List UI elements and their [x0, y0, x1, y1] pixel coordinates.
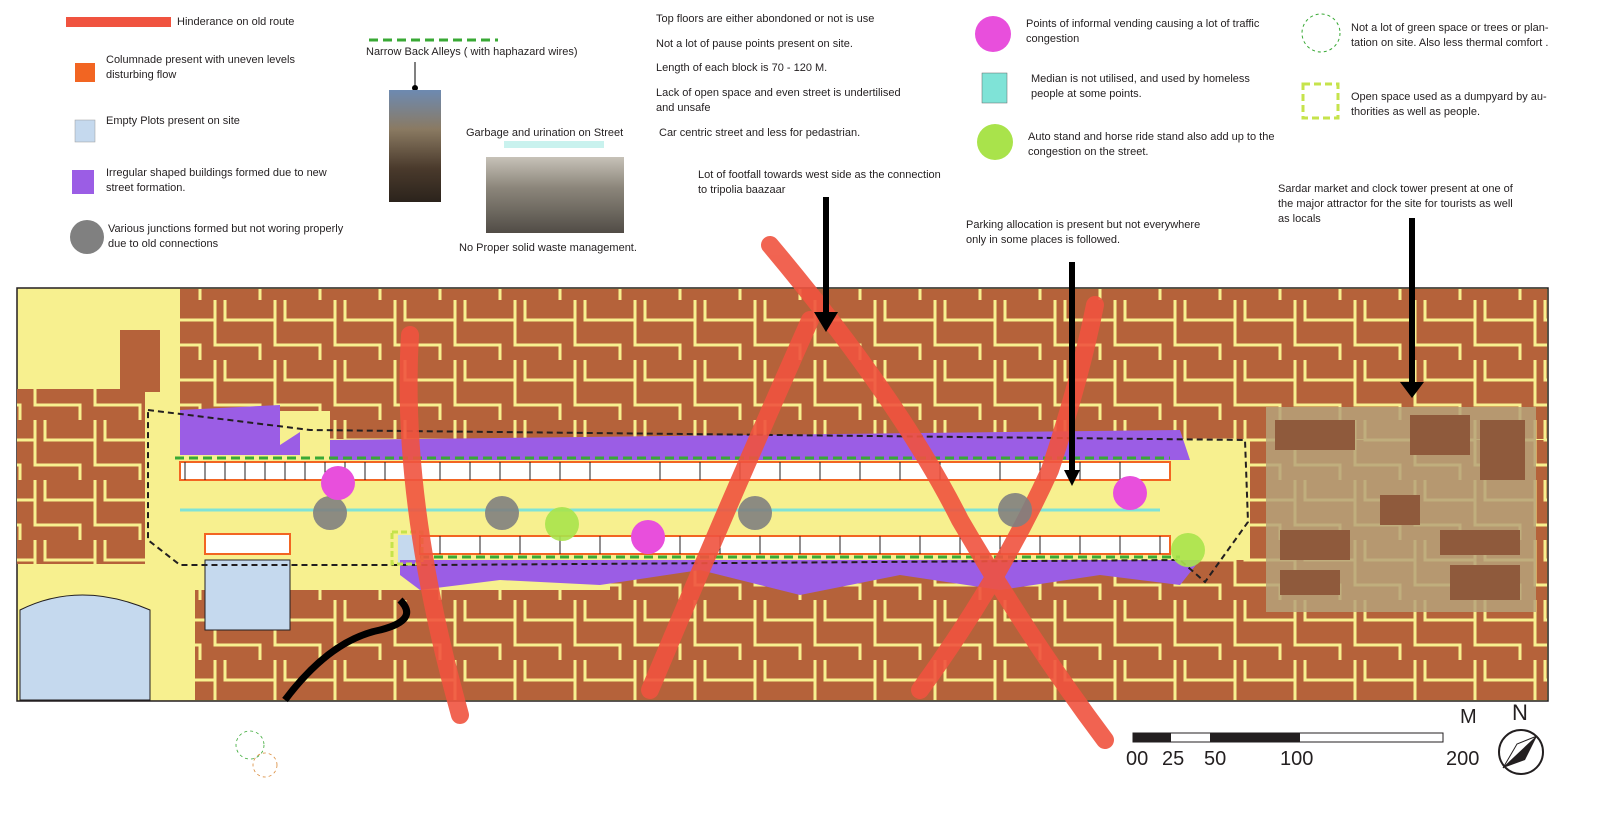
legend-swatch-hinderance [66, 17, 171, 27]
note-top-floors: Top floors are either abondoned or not is use [656, 13, 875, 25]
photo-garbage-street [486, 157, 624, 233]
legend-label-green-space: Not a lot of green space or trees or plan- tation on site. Also less thermal comfort . [1351, 22, 1549, 49]
legend-label-dumpyard: Open space used as a dumpyard by au- thorities as well as people. [1351, 91, 1547, 118]
callout-sardar-market: Sardar market and clock tower present at one of the major attractor for the site for tourists as well as locals [1278, 183, 1513, 225]
legend-swatch-junction [70, 220, 104, 254]
scale-tick-3: 100 [1280, 748, 1314, 770]
photo-back-alley [389, 90, 441, 202]
north-arrow-icon [1499, 730, 1543, 774]
legend-label-median: Median is not utilised, and used by homeless people at some points. [1031, 73, 1250, 100]
note-open-space: Lack of open space and even street is undertilised and unsafe [656, 87, 901, 114]
legend-swatch-irregular [72, 170, 94, 194]
scale-tick-4: 200 [1446, 748, 1480, 770]
note-car-centric: Car centric street and less for pedastrian. [659, 127, 861, 139]
note-block-length: Length of each block is 70 - 120 M. [656, 62, 828, 74]
legend-label-junctions: Various junctions formed but not woring properly due to old connections [108, 223, 344, 250]
legend-label-waste: No Proper solid waste management. [459, 242, 637, 254]
legend-swatch-garbage [504, 141, 604, 148]
scale-tick-2: 50 [1204, 748, 1227, 770]
scale-unit: M [1460, 706, 1477, 728]
legend-label-vending: Points of informal vending causing a lot of traffic congestion [1026, 18, 1260, 45]
legend-swatch-green-space [1302, 14, 1340, 52]
callout-footfall: Lot of footfall towards west side as the connection to tripolia baazaar [698, 169, 941, 196]
north-label: N [1512, 700, 1528, 725]
scale-tick-1: 25 [1162, 748, 1185, 770]
legend-swatch-vending [975, 16, 1011, 52]
scale-bar [1133, 733, 1443, 742]
legend-label-irregular: Irregular shaped buildings formed due to new street formation. [106, 167, 327, 194]
legend-swatch-median [982, 73, 1007, 103]
legend-label-empty-plots: Empty Plots present on site [106, 115, 240, 127]
callout-parking: Parking allocation is present but not everywhere only in some places is followed. [966, 219, 1201, 246]
legend-swatch-auto-stand [977, 124, 1013, 160]
legend-label-garbage: Garbage and urination on Street [466, 127, 624, 139]
legend-swatch-columnade [75, 63, 95, 82]
legend-label-back-alleys: Narrow Back Alleys ( with haphazard wires) [366, 46, 578, 58]
scale-tick-0: 00 [1126, 748, 1149, 770]
legend-label-hinderance: Hinderance on old route [177, 16, 295, 28]
legend-swatch-empty-plot [75, 120, 95, 142]
legend-swatch-dumpyard [1303, 84, 1338, 118]
legend-label-auto-stand: Auto stand and horse ride stand also add up to the congestion on the street. [1028, 131, 1275, 158]
legend-label-columnade: Columnade present with uneven levels disturbing flow [106, 54, 295, 81]
note-pause-points: Not a lot of pause points present on site. [656, 38, 853, 50]
